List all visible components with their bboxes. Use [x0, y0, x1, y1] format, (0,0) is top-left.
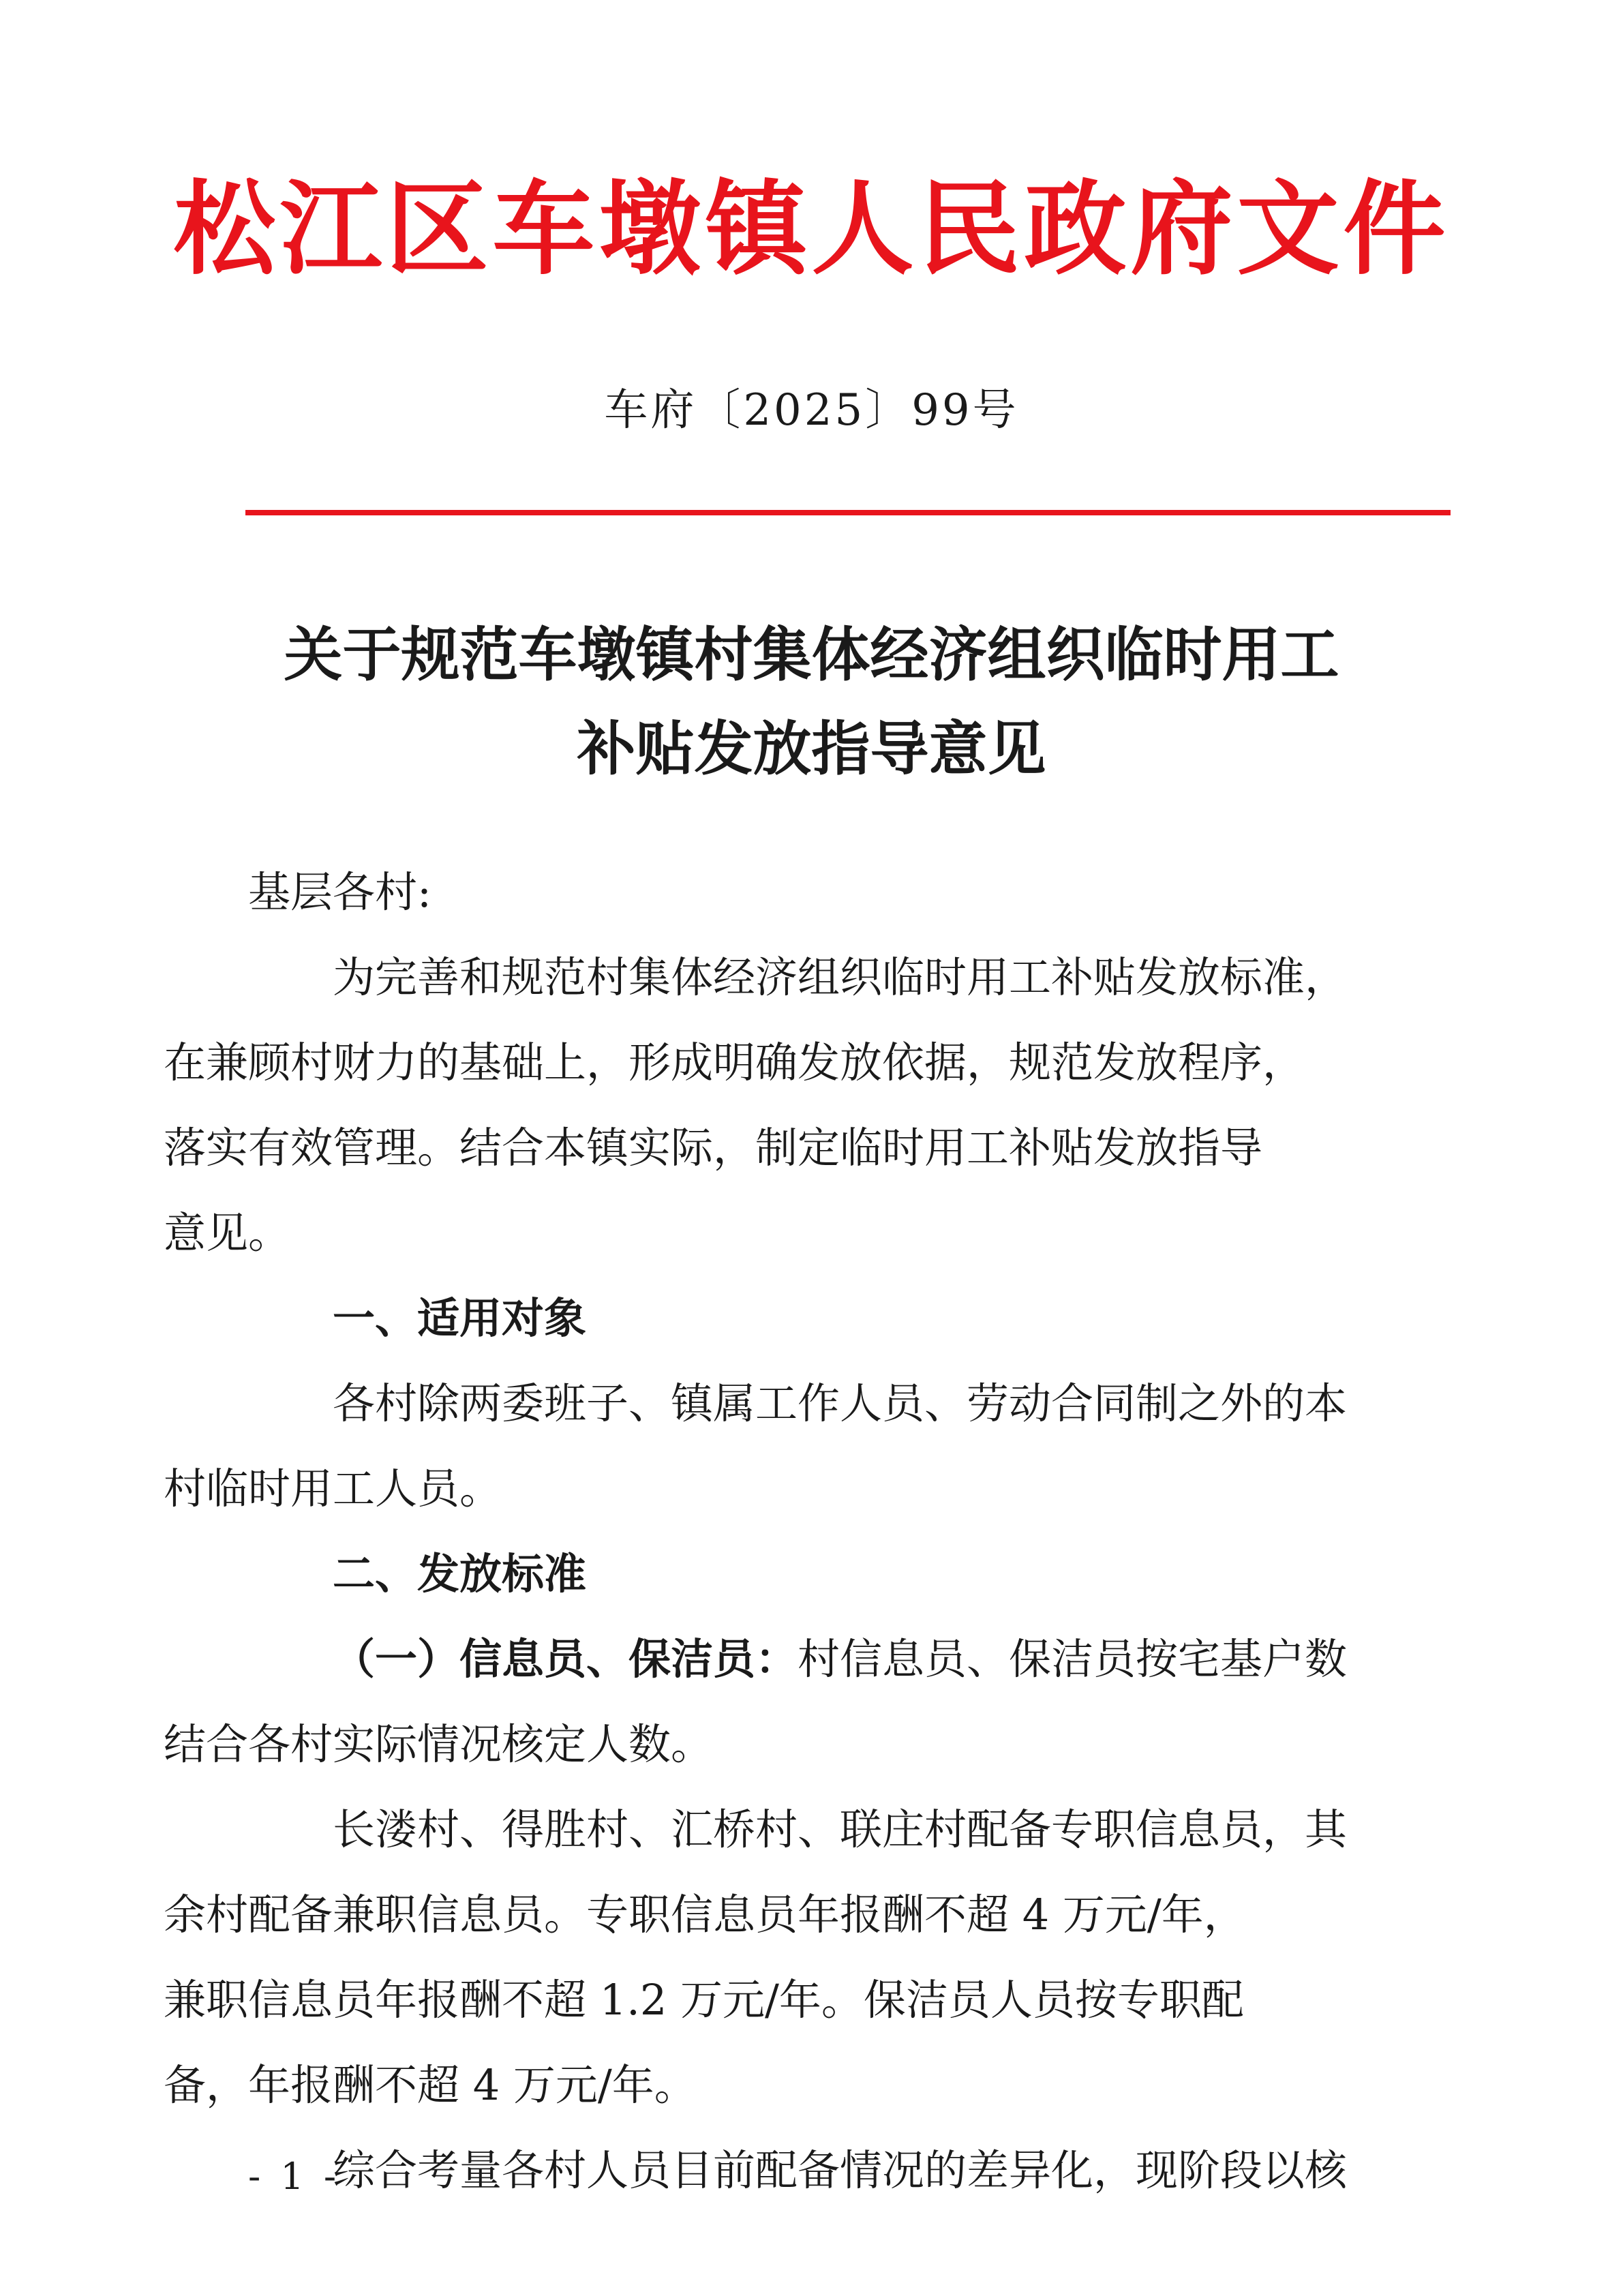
document-number: 车府〔2025〕99号 — [604, 385, 1019, 436]
section1-line: 村临时用工人员。 — [164, 1464, 502, 1513]
subsection1-text: 村信息员、保洁员按宅基户数 — [798, 1634, 1348, 1684]
section-heading-applicable-targets: 一、适用对象 — [333, 1293, 587, 1343]
section1-paragraph — [164, 1361, 1380, 1531]
document-title — [204, 608, 1419, 796]
section1-line: 各村除两委班子、镇属工作人员、劳动合同制之外的本 — [333, 1378, 1348, 1428]
intro-line: 在兼顾村财力的基础上，形成明确发放依据，规范发放程序， — [164, 1038, 1305, 1087]
page-number: - 1 - — [248, 2155, 341, 2198]
issuing-authority-header: 松江区车墩镇人民政府文件 — [173, 170, 1450, 289]
title-line-2: 补贴发放指导意见 — [577, 714, 1046, 783]
document-body — [164, 849, 1380, 2213]
continuation-paragraph — [248, 2128, 1380, 2213]
intro-line: 为完善和规范村集体经济组织临时用工补贴发放标准， — [333, 952, 1348, 1002]
information-officer-paragraph — [164, 1787, 1380, 2128]
subsection1-line: 结合各村实际情况核定人数。 — [164, 1719, 714, 1769]
paragraph-line: 长溇村、得胜村、汇桥村、联庄村配备专职信息员，其 — [333, 1804, 1348, 1854]
section-heading-payment-standard: 二、发放标准 — [333, 1549, 587, 1599]
intro-line: 意见。 — [164, 1208, 291, 1258]
intro-line: 落实有效管理。结合本镇实际，制定临时用工补贴发放指导 — [164, 1123, 1263, 1173]
title-line-1: 关于规范车墩镇村集体经济组织临时用工 — [284, 620, 1339, 689]
intro-paragraph — [164, 935, 1380, 1275]
salutation: 基层各村: — [248, 867, 431, 917]
paragraph-line: 余村配备兼职信息员。专职信息员年报酬不超 4 万元/年， — [164, 1890, 1246, 1939]
red-separator-rule — [245, 510, 1451, 515]
paragraph-line: 综合考量各村人员目前配备情况的差异化，现阶段以核 — [333, 2145, 1348, 2195]
subsection1-paragraph — [164, 1616, 1380, 1787]
paragraph-line: 备，年报酬不超 4 万元/年。 — [164, 2060, 697, 2110]
paragraph-line: 兼职信息员年报酬不超 1.2 万元/年。保洁员人员按专职配 — [164, 1975, 1244, 2025]
subsection1-lead: （一）信息员、保洁员： — [333, 1634, 798, 1684]
